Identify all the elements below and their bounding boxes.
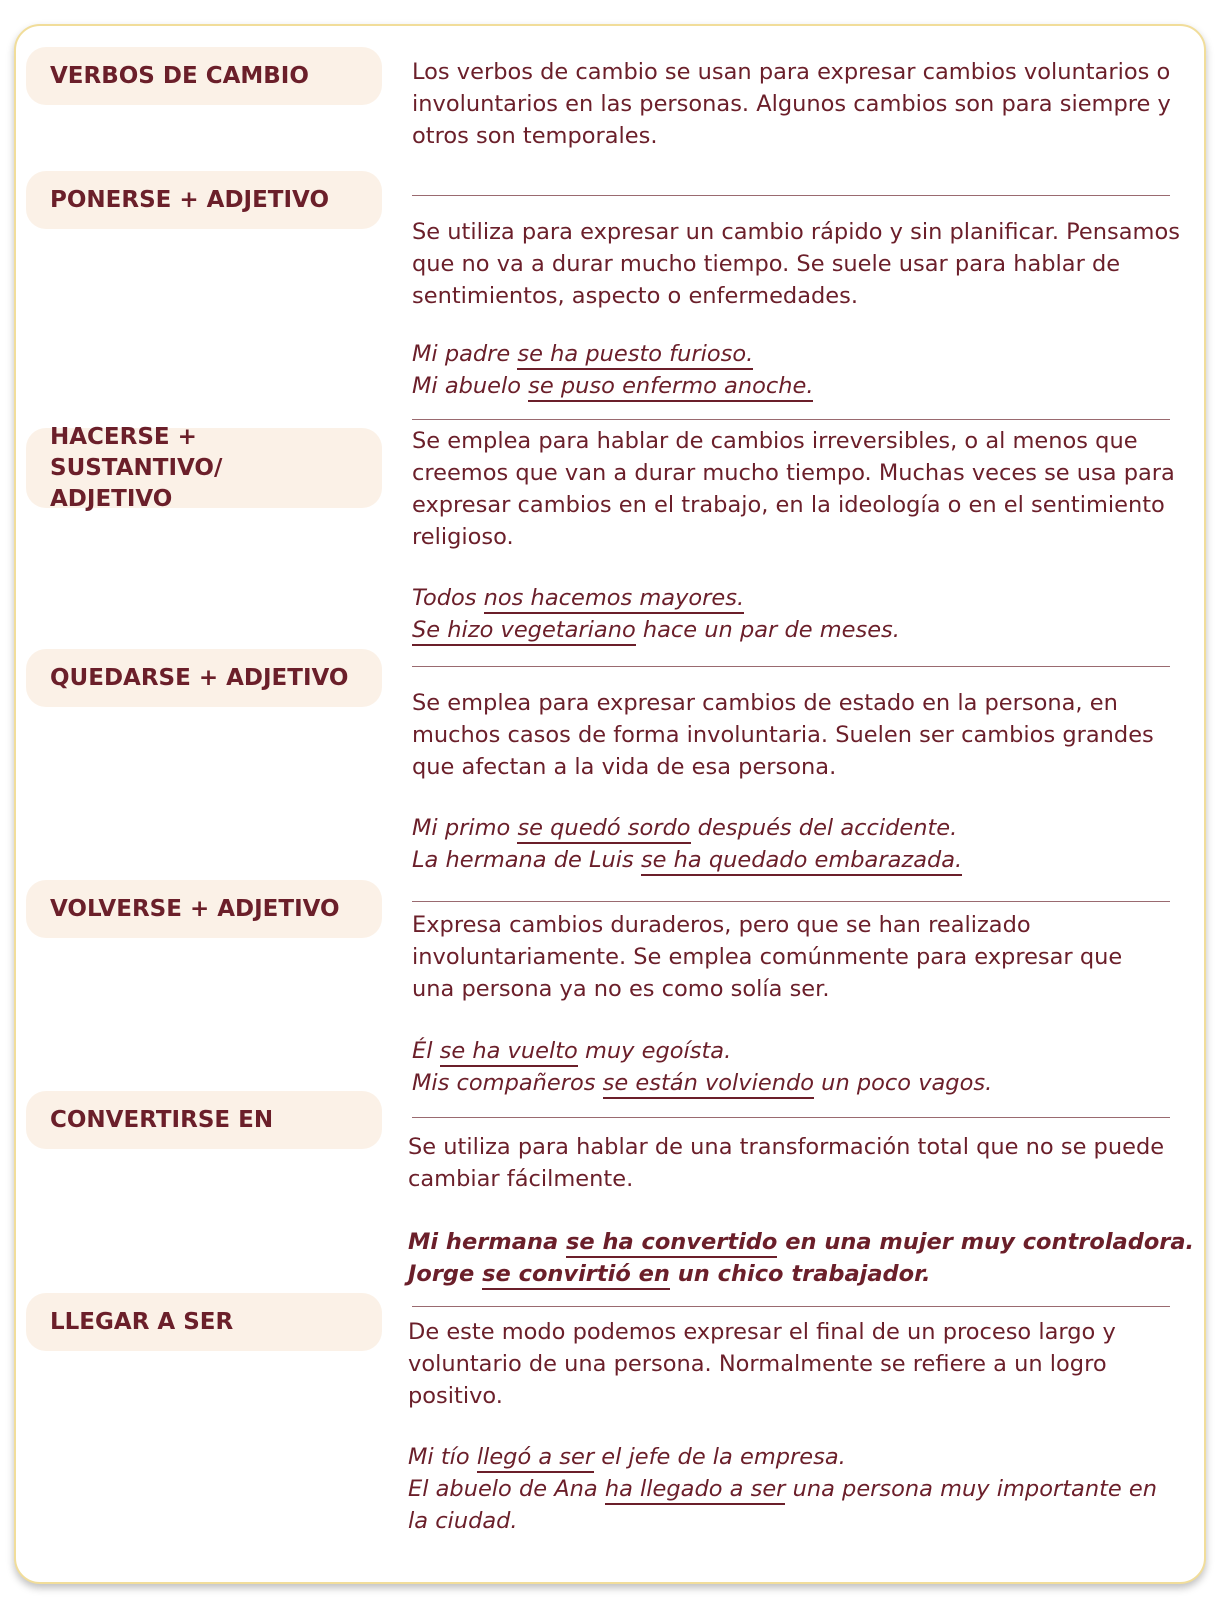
highlighted-verb: se ha convertido [566,1229,777,1258]
example-sentence: La hermana de Luis se ha quedado embarazada. [412,844,1202,876]
highlighted-verb: se ha quedado embarazada. [641,847,962,876]
example-sentence: El abuelo de Ana ha llegado a ser una persona muy importante en [408,1473,1198,1505]
section-examples-ponerse [412,338,1202,402]
section-description-ponerse: Se utiliza para expresar un cambio rápido y sin planificar. Pensamos que no va a durar mucho tiempo. Se suele usar para hablar de sentimientos, aspecto o enfermedades. [412,219,1180,309]
divider [412,195,1170,196]
highlighted-verb: Se hizo vegetariano [412,617,636,646]
section-label-volverse: VOLVERSE + ADJETIVO [26,880,382,938]
example-sentence: Mis compañeros se están volviendo un poco vagos. [412,1067,1202,1099]
example-sentence: Jorge se convirtió en un chico trabajador. [408,1258,1198,1290]
example-sentence-continuation: la ciudad. [408,1508,518,1534]
highlighted-verb: se quedó sordo [517,815,690,844]
highlighted-verb: llegó a ser [477,1444,594,1473]
highlighted-verb: se están volviendo [603,1070,814,1099]
section-label-ponerse: PONERSE + ADJETIVO [26,171,382,229]
example-sentence: Él se ha vuelto muy egoísta. [412,1035,1202,1067]
section-label-hacerse: HACERSE + SUSTANTIVO/ ADJETIVO [26,428,382,508]
example-sentence: Mi abuelo se puso enfermo anoche. [412,370,1202,402]
highlighted-verb: ha llegado a ser [605,1476,786,1505]
divider [412,1117,1170,1118]
section-label-quedarse: QUEDARSE + ADJETIVO [26,649,382,707]
section-description-volverse: Expresa cambios duraderos, pero que se han realizado involuntariamente. Se emplea comúnmente para expresar que una persona ya no es como solía ser. [412,912,1123,1002]
section-examples-llegar-a-ser [408,1441,1198,1537]
highlighted-verb: se ha puesto furioso. [517,341,753,370]
highlighted-verb: se puso enfermo anoche. [528,373,813,402]
example-sentence: Mi padre se ha puesto furioso. [412,338,1202,370]
section-description-verbos-de-cambio: Los verbos de cambio se usan para expresar cambios voluntarios o involuntarios en las personas. Algunos cambios son para siempre y otros son temporales. [412,59,1171,149]
section-examples-volverse [412,1035,1202,1099]
section-label-llegar-a-ser: LLEGAR A SER [26,1293,382,1351]
section-examples-quedarse [412,812,1202,876]
divider [412,901,1170,902]
section-label-convertirse-en: CONVERTIRSE EN [26,1091,382,1149]
example-sentence: Todos nos hacemos mayores. [412,582,1202,614]
highlighted-verb: nos hacemos mayores. [484,585,744,614]
section-label-verbos-de-cambio: VERBOS DE CAMBIO [26,47,382,105]
divider [412,1306,1170,1307]
example-sentence: Mi tío llegó a ser el jefe de la empresa. [408,1441,1198,1473]
section-examples-hacerse [412,582,1202,646]
section-description-llegar-a-ser: De este modo podemos expresar el final de un proceso largo y voluntario de una persona. Normalmente se refiere a un logro positivo. [408,1319,1116,1409]
divider [412,419,1170,420]
highlighted-verb: se ha vuelto [440,1038,578,1067]
section-description-hacerse: Se emplea para hablar de cambios irreversibles, o al menos que creemos que van a durar mucho tiempo. Muchas veces se usa para expresar cambios en el trabajo, en la ideología o en el sentimiento religioso. [412,428,1175,550]
example-sentence: Mi hermana se ha convertido en una mujer muy controladora. [408,1226,1198,1258]
divider [412,666,1170,667]
section-description-quedarse: Se emplea para expresar cambios de estado en la persona, en muchos casos de forma involuntaria. Suelen ser cambios grandes que afectan a la vida de esa persona. [412,690,1154,780]
example-sentence: Mi primo se quedó sordo después del accidente. [412,812,1202,844]
highlighted-verb: se convirtió en [482,1261,670,1290]
section-description-convertirse-en: Se utiliza para hablar de una transformación total que no se puede cambiar fácilmente. [408,1134,1165,1192]
section-examples-convertirse-en [408,1226,1198,1290]
example-sentence: Se hizo vegetariano hace un par de meses. [412,614,1202,646]
